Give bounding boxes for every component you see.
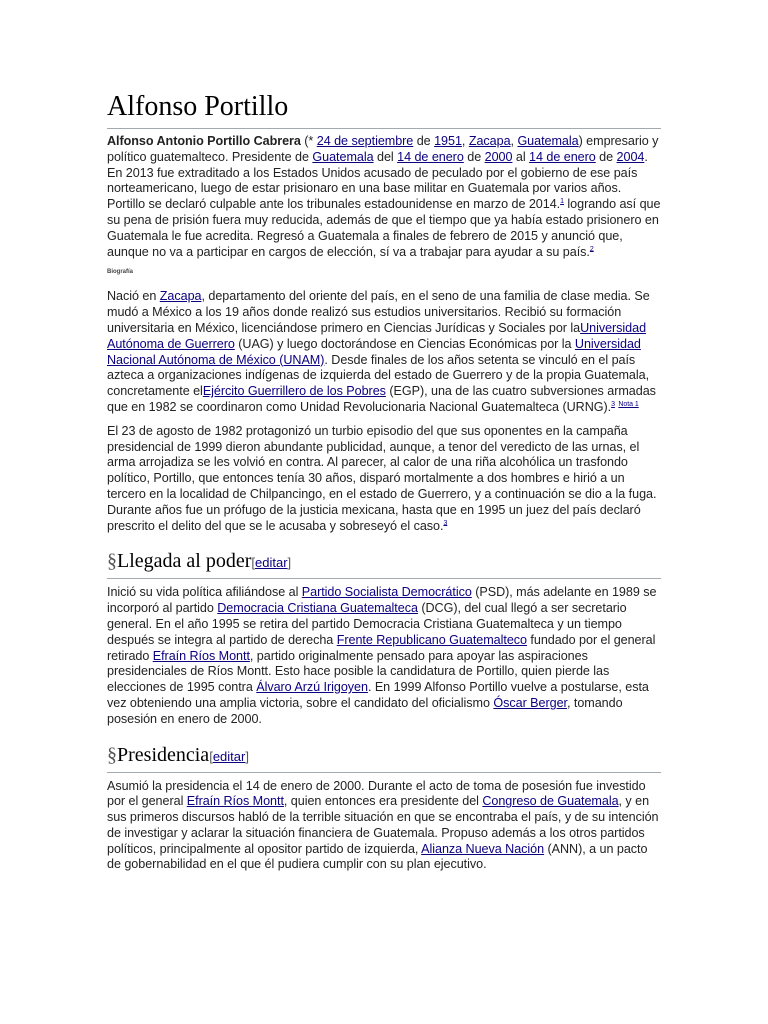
reference-2[interactable]: 2 [589,245,594,253]
text: Asumió la presidencia el 14 de enero de 2000. Durante el acto de toma de posesión fue investido por el general [107,778,646,809]
text: (ANN), a un pacto de gobernabilidad en el que él pudiera cumplir con su plan ejecutivo. [107,841,648,872]
text: El 23 de agosto de 1982 protagonizó un turbio episodio del que sus oponentes en la campaña presidencial de 1999 dieron abundante publicidad, aunque, a tenor del veredicto de las urnas, el arma arrojadiza se les volvió en contra. Al parecer, al calor de una riña alcohólica un trasfondo político, Portillo, que entonces tenía 30 años, disparó mortalmente a dos hombres e hirió a un tercero en la localidad de Chilpancingo, en el estado de Guerrero, y a continuación se dio a la fuga. Durante años fue un prófugo de la justicia mexicana, hasta que en 1995 un juez del país declaró prescrito el delito del que se le acusaba y sobreseyó el caso. [107,423,657,533]
text: . En 2013 fue extraditado a los Estados Unidos acusado de peculado por el gobierno de ese país norteamericano, luego de estar prisionaro en una base militar en Guatemala por varios años. Portillo se declaró culpable ante los tribunales estadounidense en marzo de 2014. [107,149,648,212]
text: al [512,149,530,164]
text: (PSD), más adelante en 1989 se incorporó al partido [107,585,657,616]
link-14-enero[interactable]: 14 de enero [397,149,464,164]
bracket: ] [287,555,292,571]
edit-section [251,555,291,570]
text: , quien entonces era presidente del [283,794,483,809]
link-dcg[interactable]: Democracia Cristiana Guatemalteca [217,601,418,616]
link-guatemala-2[interactable]: Guatemala [312,149,374,164]
text: Nació en [107,289,160,304]
link-birth-date[interactable]: 24 de septiembre [316,134,414,148]
text: Inició su vida política afiliándose al [107,585,302,600]
section-mark: § [107,550,117,573]
link-arzu[interactable]: Álvaro Arzú Irigoyen [256,680,368,695]
subject-name: Alfonso Antonio Portillo Cabrera [107,134,301,148]
llegada-paragraph [107,585,661,727]
link-rios-montt[interactable]: Efraín Ríos Montt [186,794,284,809]
article [107,88,661,873]
spacer [107,728,661,742]
spacer [107,534,661,548]
text: logrando así que su pena de prisión fuera muy reducida, además de que el tiempo que ya había estado prisionero en Guatemala le fue acredita. Regresó a Guatemala a finales de febrero de 2015 y anunció que, aunque no va a participar en cargos de elección, sí va a trabajar para ayudar a su país. [107,197,661,259]
link-egp[interactable]: Ejército Guerrillero de los Pobres [202,384,386,399]
text: fundado por el general retirado [107,632,656,663]
link-2000[interactable]: 2000 [484,149,513,164]
intro-paragraph [107,134,661,260]
text: (* [300,134,317,148]
link-congreso[interactable]: Congreso de Guatemala [482,794,619,809]
edit-link[interactable]: editar [212,748,246,764]
text: del [373,149,398,164]
text: , tomando posesión en enero de 2000. [107,695,623,726]
text: de [463,149,485,164]
text: (DCG), del cual llegó a ser secretario general. En el año 1995 se retira del partido Democracia Cristiana Guatemalteca y un tiempo después se integra al partido de derecha [107,601,627,647]
link-uag[interactable]: Universidad Autónoma de Guerrero [107,320,647,351]
section-title: Presidencia [117,743,210,766]
link-zacapa[interactable]: Zacapa [159,289,202,304]
link-berger[interactable]: Óscar Berger [493,695,567,710]
reference-1[interactable]: 1 [560,198,564,205]
text: ) empresario y político guatemalteco. Presidente de [107,134,659,164]
edit-section [209,749,249,764]
text: . En 1999 Alfonso Portillo vuelve a postularse, esta vez obteniendo una amplia victoria, sobre el candidato del oficialismo [107,680,649,710]
reference-nota-1[interactable]: Nota 1 [618,400,639,408]
page-title: Alfonso Portillo [107,88,661,129]
text: . Desde finales de los años setenta se vinculó en el país azteca a organizaciones indígenas de izquierda del estado de Guerrero y de la propia Guatemala, concretamente el [107,352,650,399]
text: , partido originalmente pensado para apoyar las aspiraciones presidenciales de Ríos Montt. Esto hace posible la candidatura de Portillo, quien pierde las elecciones de 1995 contra [107,648,610,695]
biography-paragraph-1 [107,289,661,415]
text: , departamento del oriente del país, en el seno de una familia de clase media. Se mudó a México a los 19 años donde realizó sus estudios universitarios. Recibió su formación universitaria en México, licenciándose primero en Ciencias Jurídicas y Sociales por la [107,289,650,335]
link-ann[interactable]: Alianza Nueva Nación [421,841,545,856]
section-heading-presidencia [107,742,661,773]
bracket: ] [245,748,249,764]
edit-link[interactable]: editar [255,555,288,571]
bracket: [ [251,555,255,571]
link-guatemala[interactable]: Guatemala [517,134,579,148]
link-frg[interactable]: Frente Republicano Guatemalteco [336,632,527,647]
link-14-enero-2[interactable]: 14 de enero [529,149,596,164]
biography-heading: Biografía [107,269,134,276]
text: , [510,134,518,148]
link-rios-montt[interactable]: Efraín Ríos Montt [152,648,250,663]
link-2004[interactable]: 2004 [616,149,645,164]
link-zacapa[interactable]: Zacapa [468,134,511,148]
link-birth-year[interactable]: 1951 [434,134,462,148]
spacer [107,416,661,424]
text: de [595,149,617,164]
biography-paragraph-2 [107,424,661,535]
section-title: Llegada al poder [117,550,252,573]
link-unam[interactable]: Universidad Nacional Autónoma de México (UNAM) [107,336,641,367]
link-psd[interactable]: Partido Socialista Democrático [301,585,472,600]
text: de [413,134,435,148]
bracket: [ [209,748,213,764]
text: , y en sus primeros discursos habló de la terrible situación en que se encontraba el país, y de su intención de investigar y aclarar la situación financiera de Guatemala. Propuso además a los otros partidos políticos, principalmente al opositor partido de izquierda, [107,794,659,856]
text: , [461,134,469,148]
presidencia-paragraph [107,779,661,874]
section-mark: § [107,743,117,766]
section-heading-llegada [107,548,661,579]
reference-3[interactable]: 3 [443,519,448,527]
text: (UAG) y luego doctorándose en Ciencias Económicas por la [234,336,575,351]
text: (EGP), una de las cuatro subversiones armadas que en 1982 se coordinaron como Unidad Revolucionaria Nacional Guatemalteca (URNG). [107,384,656,414]
reference-3[interactable]: 3 [611,400,615,408]
